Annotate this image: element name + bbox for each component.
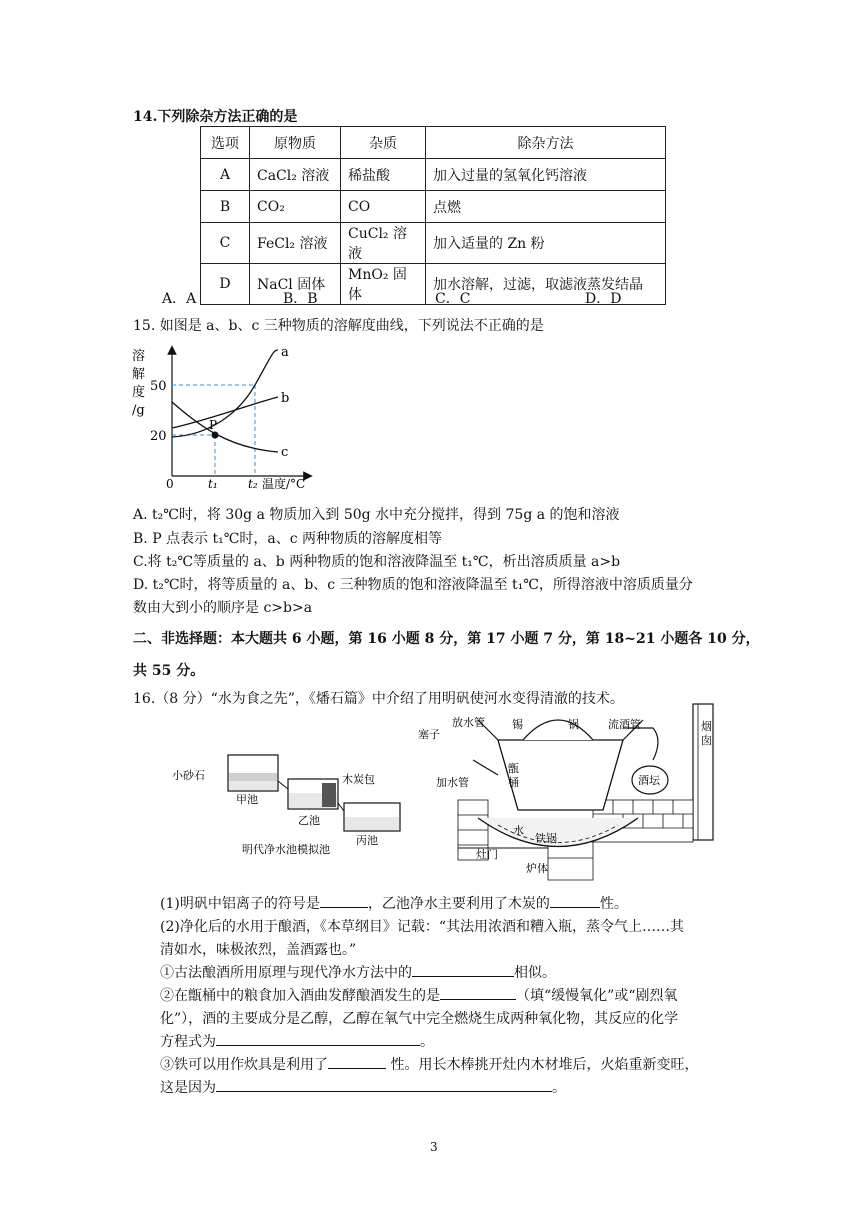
table-cell: D	[201, 264, 250, 305]
table-cell: 加水溶解，过滤，取滤液蒸发结晶	[426, 264, 666, 305]
solubility-graph	[128, 340, 328, 490]
distillation-figure	[418, 700, 728, 890]
label-zaomen: 灶门	[476, 848, 498, 861]
table-cell: B	[201, 191, 250, 223]
q16-part4-d: 方程式为	[160, 1034, 216, 1050]
q16-intro: 16.（8 分）“水为食之先”，《燔石篇》中介绍了用明矾使河水变得清澈的技术。	[133, 691, 624, 707]
q16-part3-a: ①古法酿酒所用原理与现代净水方法中的	[160, 965, 412, 981]
q16-part3	[160, 962, 556, 982]
tick-50: 50	[150, 379, 167, 394]
q16-part4-e: 。	[420, 1034, 434, 1050]
label-yan: 烟	[701, 720, 712, 733]
q16-part5-b: 性。用长木棒挑开灶内木材堆后，火焰重新变旺，	[386, 1057, 699, 1073]
header-cell: 除杂方法	[426, 127, 666, 159]
table-cell: 点燃	[426, 191, 666, 223]
label-saizi: 塞子	[418, 728, 440, 741]
table-row	[201, 191, 666, 223]
curve-c	[172, 402, 278, 452]
q16-part1	[160, 893, 628, 913]
table-cell: 加入过量的氢氧化钙溶液	[426, 159, 666, 191]
label-jiashui: 加水管	[436, 776, 469, 789]
label-c: c	[281, 445, 289, 460]
table-cell: 稀盐酸	[341, 159, 426, 191]
table-cell: NaCl 固体	[250, 264, 341, 305]
origin-label: 0	[166, 477, 174, 490]
table-header-row	[201, 127, 666, 159]
table-row	[201, 159, 666, 191]
table-cell: A	[201, 159, 250, 191]
q15-option-b: B. P 点表示 t₁℃时，a、c 两种物质的溶解度相等	[133, 531, 443, 547]
q16-part5-a: ③铁可以用作炊具是利用了	[160, 1057, 328, 1073]
answer-blank-1[interactable]	[320, 893, 368, 908]
label-b: b	[281, 391, 290, 406]
table-cell: CaCl₂ 溶液	[250, 159, 341, 191]
choice-d[interactable]: D．D	[585, 291, 622, 307]
curve-b	[172, 397, 278, 428]
q15-title: 15. 如图是 a、b、c 三种物质的溶解度曲线，下列说法不正确的是	[133, 318, 544, 334]
answer-blank-4[interactable]	[440, 985, 516, 1000]
label-yi: 乙池	[298, 814, 320, 827]
label-tong: 囱	[701, 734, 712, 747]
q15-option-c: C.将 t₂℃等质量的 a、b 两种物质的饱和溶液降温至 t₁℃，析出溶质质量 a>b	[133, 554, 621, 570]
q16-part1-b: ，乙池净水主要利用了木炭的	[367, 896, 550, 912]
q14-table	[200, 126, 666, 305]
label-luti: 炉体	[526, 862, 548, 875]
label-shui: 水	[513, 824, 524, 837]
label-jia: 甲池	[236, 793, 258, 806]
section2-line1: 二、非选择题：本大题共 6 小题，第 16 小题 8 分，第 17 小题 7 分，第 18~21 小题各 10 分，	[133, 631, 760, 647]
q16-part2-line1: (2)净化后的水用于酿酒，《本草纲目》记载：“其法用浓酒和糟入瓶，蒸令气上……其	[160, 919, 684, 935]
label-p: P	[209, 418, 218, 432]
q16-part5-c: 这是因为	[160, 1080, 216, 1096]
table-row	[201, 223, 666, 264]
point-p	[212, 432, 219, 439]
label-charcoal: 木炭包	[342, 773, 375, 786]
choice-a[interactable]: A．A	[162, 291, 197, 307]
table-cell: FeCl₂ 溶液	[250, 223, 341, 264]
q16-part5-line2	[160, 1077, 566, 1097]
header-cell: 原物质	[250, 127, 341, 159]
label-jiutan: 酒坛	[638, 774, 660, 787]
table-cell: MnO₂ 固体	[341, 264, 426, 305]
table-cell: 加入适量的 Zn 粉	[426, 223, 666, 264]
q16-part4-a: ②在甑桶中的粮食加入酒曲发酵酿酒发生的是	[160, 988, 440, 1004]
answer-blank-7[interactable]	[216, 1077, 552, 1092]
q16-part1-a: (1)明矾中铝离子的符号是	[160, 896, 320, 912]
q16-part4-line2: 化”），酒的主要成分是乙醇，乙醇在氧气中完全燃烧生成两种氧化物，其反应的化学	[160, 1011, 679, 1027]
q16-part4-line3	[160, 1031, 434, 1051]
answer-blank-3[interactable]	[412, 962, 514, 977]
q16-part2-line2: 清如水，味极浓烈，盖酒露也。”	[160, 942, 357, 958]
label-zengtong: 桶	[508, 776, 519, 789]
ylabel-4: /g	[132, 403, 145, 418]
label-caption: 明代净水池模拟池	[242, 843, 330, 856]
ylabel-3: 度	[132, 385, 146, 400]
tick-t2: t₂	[248, 477, 258, 490]
table-cell: CO	[341, 191, 426, 223]
answer-blank-2[interactable]	[550, 893, 600, 908]
ylabel-2: 解	[132, 367, 146, 382]
header-cell: 选项	[201, 127, 250, 159]
label-bing: 丙池	[356, 834, 378, 847]
section2-line2: 共 55 分。	[133, 663, 205, 679]
answer-blank-5[interactable]	[216, 1031, 420, 1046]
label-a: a	[281, 345, 289, 360]
q15-option-a: A. t₂℃时，将 30g a 物质加入到 50g 水中充分搅拌，得到 75g a 的饱和溶液	[133, 507, 620, 523]
q16-part4-b: （填“缓慢氧化”或“剧烈氧	[516, 988, 678, 1004]
xlabel: 温度/°C	[262, 477, 306, 490]
label-fangshui: 放水管	[452, 716, 485, 729]
q16-part4-line1	[160, 985, 677, 1005]
table-cell: CuCl₂ 溶液	[341, 223, 426, 264]
q16-part5-line1	[160, 1054, 698, 1074]
answer-blank-6[interactable]	[328, 1054, 386, 1069]
tick-t1: t₁	[208, 477, 218, 490]
label-xi: 锡	[512, 718, 523, 731]
q16-part1-c: 性。	[599, 896, 628, 912]
label-sand: 小砂石	[172, 769, 205, 782]
label-liujiu: 流酒管	[608, 718, 641, 731]
ylabel-1: 溶	[132, 349, 146, 364]
label-guo: 锅	[568, 718, 579, 731]
q15-option-d-line2: 数由大到小的顺序是 c>b>a	[133, 600, 313, 616]
page-number: 3	[430, 1140, 438, 1154]
q16-part3-b: 相似。	[514, 965, 556, 981]
table-cell: CO₂	[250, 191, 341, 223]
q15-option-d-line1: D. t₂℃时，将等质量的 a、b、c 三种物质的饱和溶液降温至 t₁℃，所得溶液中溶质质量分	[133, 577, 693, 593]
purification-figure	[170, 745, 410, 860]
label-tieguo: 铁锅	[535, 832, 557, 845]
choice-b[interactable]: B．B	[283, 291, 318, 307]
q14-title: 14.下列除杂方法正确的是	[133, 109, 298, 125]
q16-part5-d: 。	[552, 1080, 566, 1096]
choice-c[interactable]: C．C	[435, 291, 471, 307]
header-cell: 杂质	[341, 127, 426, 159]
tick-20: 20	[150, 429, 167, 444]
table-cell: C	[201, 223, 250, 264]
label-zeng: 甑	[508, 762, 519, 775]
